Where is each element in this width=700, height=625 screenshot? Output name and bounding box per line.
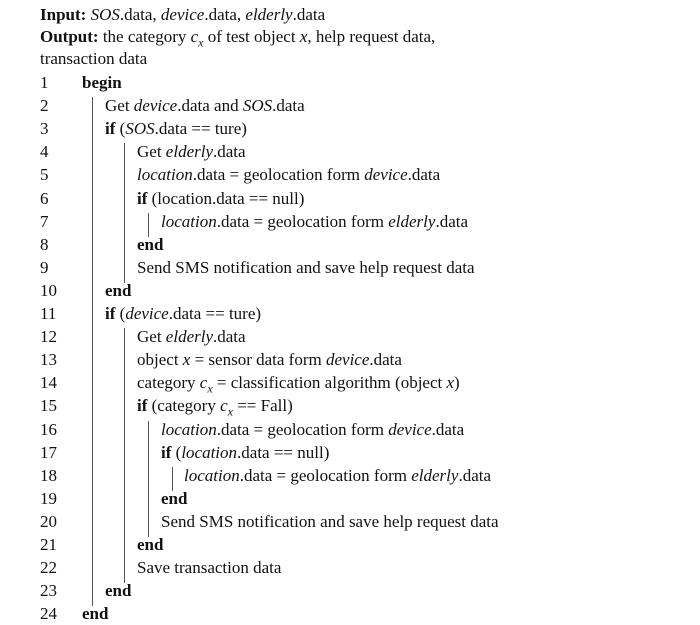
code-text: = classification algorithm (object (212, 373, 447, 393)
code-text: object (137, 350, 183, 370)
keyword: if (105, 304, 116, 323)
block-bar (148, 213, 149, 237)
code-text: device (325, 350, 370, 370)
code-text: .data, (119, 5, 161, 24)
code-text: c (220, 396, 228, 416)
code-line (0, 487, 700, 510)
code-statement (161, 510, 499, 533)
code-text: .data = geolocation form (216, 211, 389, 231)
code-text: x (299, 27, 308, 46)
keyword: end (82, 604, 109, 624)
line-number: 5 (40, 165, 49, 185)
input-line (40, 4, 680, 26)
code-text: ( (171, 442, 182, 462)
keyword: end (105, 581, 132, 601)
code-statement (137, 325, 246, 348)
code-line (0, 556, 700, 579)
output-line (40, 26, 680, 48)
input-label: Input: (40, 5, 87, 24)
code-line (0, 579, 700, 602)
line-number: 4 (40, 142, 49, 162)
code-text: x (182, 350, 191, 370)
keyword: if (105, 119, 116, 139)
code-text: x (446, 373, 455, 393)
code-line (0, 210, 700, 233)
code-line (0, 117, 700, 140)
block-bar (124, 328, 125, 583)
code-line (0, 510, 700, 533)
code-statement (105, 94, 305, 117)
code-statement (137, 163, 440, 186)
block-bar (92, 97, 93, 606)
code-line (0, 163, 700, 186)
code-text: Get (137, 142, 166, 162)
code-text: Save transaction data (137, 558, 282, 578)
keyword: if (137, 396, 148, 416)
code-statement (137, 140, 246, 163)
output-text (98, 27, 436, 50)
code-statement (161, 487, 187, 510)
keyword: end (105, 280, 132, 300)
code-statement (105, 117, 247, 140)
code-text: elderly (411, 465, 459, 485)
line-number: 13 (40, 350, 57, 370)
code-line (0, 71, 700, 94)
keyword: end (161, 488, 188, 508)
code-text: c (199, 373, 208, 393)
code-text: device (160, 5, 205, 24)
code-statement (137, 533, 163, 556)
code-statement (137, 256, 475, 279)
code-line (0, 418, 700, 441)
code-text: .data (292, 5, 326, 24)
output-text-continued: transaction data (40, 49, 148, 68)
code-statement (137, 233, 163, 256)
code-line (0, 441, 700, 464)
code-text: SOS (125, 119, 155, 139)
code-text: ( (115, 304, 126, 323)
code-statement (184, 464, 491, 487)
block-bar (172, 467, 173, 491)
code-statement (137, 556, 281, 579)
code-text: location (184, 465, 240, 485)
code-line (0, 256, 700, 279)
line-number: 24 (40, 604, 57, 624)
code-text: .data == ture) (168, 304, 262, 323)
line-number: 12 (40, 327, 57, 347)
code-statement (82, 602, 108, 625)
code-text: Get (137, 327, 166, 347)
code-text: x (207, 381, 213, 396)
code-text: .data == null) (237, 442, 330, 462)
code-text: .data (435, 211, 469, 231)
code-line (0, 464, 700, 487)
code-text: Send SMS notification and save help request data (161, 511, 499, 531)
line-number: 8 (40, 234, 49, 254)
code-text: x (198, 35, 204, 50)
code-statement (105, 302, 261, 325)
line-number: 19 (40, 488, 57, 508)
line-number: 18 (40, 465, 57, 485)
code-statement (137, 187, 304, 210)
line-number: 15 (40, 396, 57, 416)
code-text: ( (115, 119, 126, 139)
code-text: (location.data == null) (147, 188, 305, 208)
code-line (0, 325, 700, 348)
keyword: if (137, 188, 148, 208)
line-number: 11 (40, 304, 57, 323)
code-line (0, 140, 700, 163)
code-line (0, 302, 700, 325)
code-text: category (137, 373, 200, 393)
code-text: .data (458, 465, 492, 485)
code-statement (105, 279, 131, 302)
line-number: 2 (40, 96, 49, 116)
code-statement (137, 371, 460, 394)
keyword: end (137, 234, 164, 254)
code-line (0, 533, 700, 556)
code-line (0, 279, 700, 302)
code-text: .data = geolocation form (239, 465, 412, 485)
code-text: , help request data, (307, 27, 436, 46)
code-statement (137, 348, 402, 371)
line-number: 22 (40, 558, 57, 578)
code-text: .data (431, 419, 465, 439)
line-number: 9 (40, 257, 49, 277)
line-number: 23 (40, 581, 57, 601)
code-text: .data (369, 350, 402, 370)
code-text: Send SMS notification and save help request data (137, 257, 475, 277)
keyword: if (161, 442, 172, 462)
code-text: (category (147, 396, 221, 416)
input-text (86, 5, 325, 24)
code-text: SOS (90, 5, 120, 24)
line-number: 7 (40, 211, 49, 231)
code-text: location (137, 165, 193, 185)
code-text: .data (213, 327, 246, 347)
line-number: 3 (40, 119, 49, 139)
line-number: 20 (40, 511, 57, 531)
code-text: of test object (203, 27, 300, 46)
line-number: 1 (40, 73, 49, 92)
code-text: elderly (165, 142, 213, 162)
code-line (0, 187, 700, 210)
line-number: 14 (40, 373, 57, 393)
code-text: x (227, 404, 233, 419)
code-text: device (125, 304, 169, 323)
code-text: elderly (165, 327, 213, 347)
code-text: location (161, 419, 217, 439)
keyword: end (137, 535, 164, 554)
code-statement (137, 394, 293, 417)
code-text: .data (407, 165, 441, 185)
block-bar (148, 421, 149, 538)
code-statement (161, 441, 329, 464)
code-text: .data (213, 142, 246, 162)
output-label: Output: (40, 27, 99, 46)
code-text: .data (272, 96, 305, 116)
line-number: 10 (40, 280, 57, 300)
code-line (0, 371, 700, 394)
code-line (0, 602, 700, 625)
code-line (0, 394, 700, 417)
output-line-2 (40, 48, 680, 70)
code-statement (161, 418, 464, 441)
code-text: .data, (204, 5, 246, 24)
line-number: 21 (40, 535, 57, 554)
block-bar (124, 143, 125, 283)
code-text: .data and (177, 96, 243, 116)
keyword: begin (82, 73, 122, 92)
code-statement (82, 71, 122, 94)
code-text: c (190, 27, 199, 46)
code-text: = sensor data form (190, 350, 326, 370)
code-text: location (161, 211, 217, 231)
code-line (0, 348, 700, 371)
line-number: 6 (40, 188, 49, 208)
code-text: .data = geolocation form (192, 165, 365, 185)
code-text: SOS (242, 96, 273, 116)
code-text: device (364, 165, 408, 185)
code-text: .data = geolocation form (216, 419, 389, 439)
code-text: device (388, 419, 432, 439)
code-text: .data == ture) (154, 119, 247, 139)
code-text: elderly (388, 211, 436, 231)
code-text: == Fall) (232, 396, 293, 416)
code-text: ) (454, 373, 460, 393)
code-line (0, 94, 700, 117)
code-text: location (181, 442, 238, 462)
code-line (0, 233, 700, 256)
code-text: device (133, 96, 178, 116)
code-statement (161, 210, 468, 233)
code-statement (105, 579, 131, 602)
line-number: 16 (40, 419, 57, 439)
code-text: elderly (245, 5, 293, 24)
code-text: the category (98, 27, 191, 46)
line-number: 17 (40, 442, 57, 462)
code-text: Get (105, 96, 134, 116)
